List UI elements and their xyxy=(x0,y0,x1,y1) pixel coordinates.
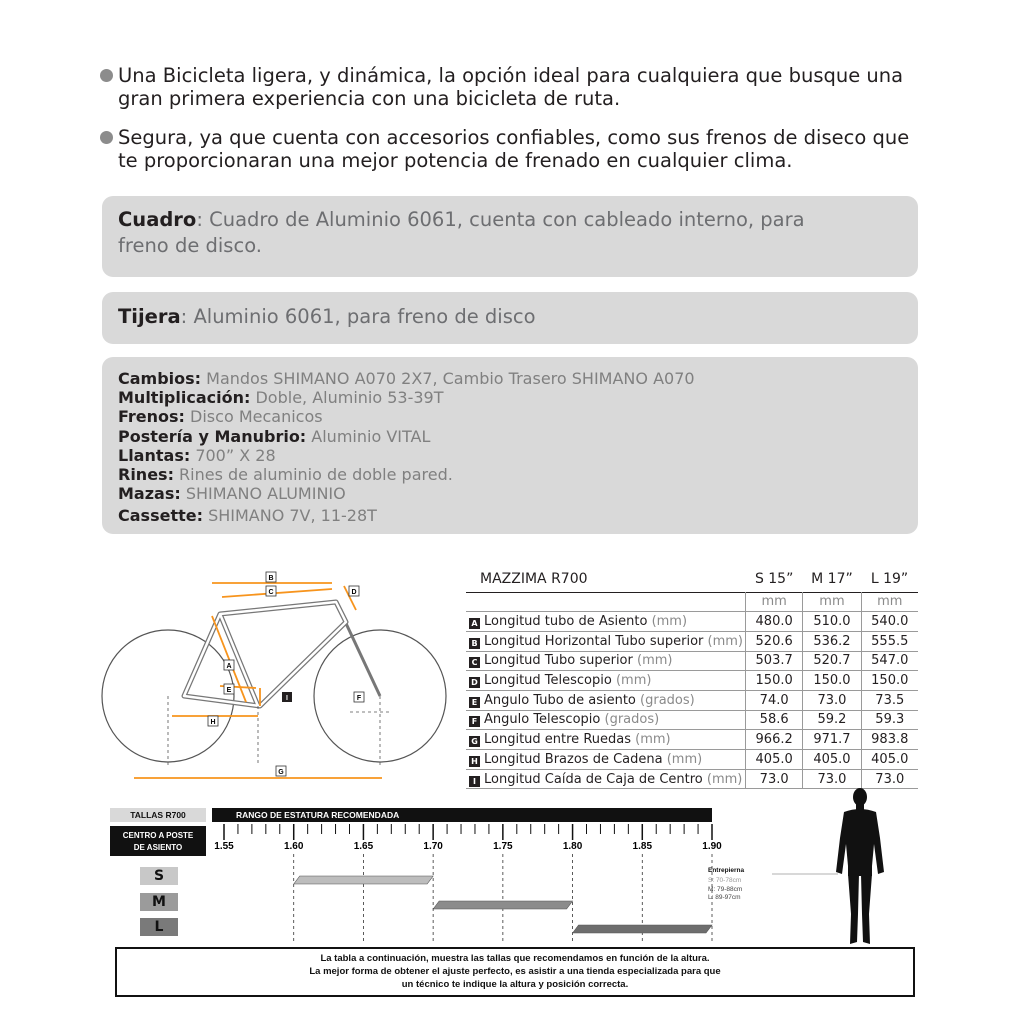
geometry-row xyxy=(466,612,918,632)
row-letter: G xyxy=(469,736,480,747)
cuadro-label: Cuadro xyxy=(118,208,197,231)
row-unit: (grados) xyxy=(640,692,695,708)
row-label-text: Angulo Telescopio xyxy=(484,712,601,728)
diagram-letter: G xyxy=(278,769,284,776)
geometry-value-cell: 73.0 xyxy=(745,769,802,789)
geometry-value-cell: 503.7 xyxy=(745,651,802,671)
row-label-text: Longitud entre Ruedas xyxy=(484,732,631,748)
note-line-2: La mejor forma de obtener el ajuste perfecto, es asistir a una tienda especializada para que xyxy=(309,966,721,977)
centro-label-2: DE ASIENTO xyxy=(133,843,183,852)
spec-posteria: Postería y Manubrio: Aluminio VITAL xyxy=(118,426,431,446)
row-unit: (mm) xyxy=(637,653,673,669)
specs-box xyxy=(102,357,918,534)
diagram-letter: A xyxy=(226,663,232,670)
bullet-text: Segura, ya que cuenta con accesorios confiables, como sus frenos de diseco que te proporcionaran una mejor potencia de frenado en cualquier clima. xyxy=(118,126,910,172)
ruler-tick-label: 1.80 xyxy=(562,841,583,852)
row-letter: D xyxy=(469,677,480,688)
geometry-value-cell: 73.5 xyxy=(861,690,918,710)
ruler-tick-label: 1.85 xyxy=(632,841,653,852)
ruler-tick-label: 1.60 xyxy=(283,841,304,852)
geometry-row-label xyxy=(466,671,745,691)
spec-rines: Rines: Rines de aluminio de doble pared. xyxy=(118,465,453,485)
geometry-value-cell: 150.0 xyxy=(803,671,861,691)
diagram-letter: B xyxy=(268,575,274,582)
row-unit: (mm) xyxy=(615,673,652,689)
size-range-bar-s xyxy=(294,876,433,884)
geometry-row-label xyxy=(466,750,745,770)
unit-cell: mm xyxy=(861,592,918,612)
diagram-letter: D xyxy=(351,589,357,596)
unit-cell: mm xyxy=(745,592,802,612)
geometry-row-label xyxy=(466,612,745,632)
row-label-text: Longitud tubo de Asiento xyxy=(484,614,648,630)
tijera-label: Tijera xyxy=(118,305,181,328)
ruler-tick-label: 1.65 xyxy=(353,841,374,852)
geometry-value-cell: 73.0 xyxy=(803,769,861,789)
size-chart xyxy=(110,804,920,1004)
geometry-row xyxy=(466,710,918,730)
row-unit: (mm) xyxy=(706,771,743,787)
ruler-tick-label: 1.75 xyxy=(493,841,513,852)
row-letter: A xyxy=(469,618,480,629)
geometry-value-cell: 74.0 xyxy=(745,690,802,710)
row-unit: (grados) xyxy=(604,712,660,728)
geometry-value-cell: 405.0 xyxy=(861,750,918,770)
row-unit: (mm) xyxy=(666,751,703,767)
geometry-value-cell: 536.2 xyxy=(803,631,861,651)
geometry-table xyxy=(466,566,918,789)
geometry-row xyxy=(466,690,918,710)
geometry-row-label xyxy=(466,651,745,671)
row-unit: (mm) xyxy=(651,614,688,630)
specs-list xyxy=(118,369,898,526)
geometry-value-cell: 58.6 xyxy=(745,710,802,730)
tijera-text: : Aluminio 6061, para freno de disco xyxy=(180,305,536,328)
geometry-value-cell: 59.2 xyxy=(803,710,861,730)
diagram-letter: C xyxy=(268,589,274,596)
geometry-value-cell: 555.5 xyxy=(861,631,918,651)
entrepierna-title: Entrepierna xyxy=(708,867,745,874)
row-unit: (mm) xyxy=(707,633,743,649)
spec-cambios: Cambios: Mandos SHIMANO A070 2X7, Cambio Trasero SHIMANO A070 xyxy=(118,369,695,388)
size-label-s: S xyxy=(140,867,178,885)
row-letter: F xyxy=(469,716,480,727)
geometry-row-label xyxy=(466,710,745,730)
size-header: M 17” xyxy=(811,570,853,587)
geometry-value-cell: 59.3 xyxy=(861,710,918,730)
row-label-text: Longitud Brazos de Cadena xyxy=(484,751,663,767)
geometry-row xyxy=(466,651,918,671)
row-letter: I xyxy=(469,776,480,787)
geometry-value-cell: 73.0 xyxy=(803,690,861,710)
geometry-row-label xyxy=(466,631,745,651)
spec-multiplicacion: Multiplicación: Doble, Aluminio 53-39T xyxy=(118,388,444,408)
geometry-row xyxy=(466,750,918,770)
row-unit: (mm) xyxy=(635,732,671,748)
geometry-value-cell: 520.7 xyxy=(803,651,861,671)
size-range-bar-m xyxy=(433,901,572,909)
geometry-value-cell: 520.6 xyxy=(745,631,802,651)
geometry-value-cell: 405.0 xyxy=(745,750,802,770)
entrepierna-s: S: 70-78cm xyxy=(708,877,742,884)
human-figure-icon xyxy=(820,786,900,950)
spec-cassette: Cassette: SHIMANO 7V, 11-28T xyxy=(118,506,377,526)
geometry-row xyxy=(466,730,918,750)
row-label-text: Longitud Caída de Caja de Centro xyxy=(484,771,703,787)
diagram-letter: F xyxy=(356,695,362,702)
geometry-value-cell: 540.0 xyxy=(861,612,918,632)
cuadro-box xyxy=(102,196,918,277)
row-label-text: Longitud Horizontal Tubo superior xyxy=(484,633,704,649)
entrepierna-m: M: 79-88cm xyxy=(708,886,743,893)
tallas-label: TALLAS R700 xyxy=(130,810,186,820)
geometry-row-label xyxy=(466,730,745,750)
geometry-value-cell: 480.0 xyxy=(745,612,802,632)
spec-frenos: Frenos: Disco Mecanicos xyxy=(118,407,323,427)
spec-llantas: Llantas: 700” X 28 xyxy=(118,445,276,465)
row-letter: B xyxy=(469,638,480,649)
size-label-l: L xyxy=(140,918,178,936)
unit-cell: mm xyxy=(803,592,861,612)
diagram-letter: E xyxy=(226,687,232,694)
geometry-value-cell: 510.0 xyxy=(803,612,861,632)
row-letter: C xyxy=(469,657,480,668)
geometry-value-cell: 405.0 xyxy=(803,750,861,770)
ruler-tick-label: 1.55 xyxy=(214,841,234,852)
size-header: S 15” xyxy=(754,570,794,587)
geometry-value-cell: 971.7 xyxy=(803,730,861,750)
cuadro-text: : Cuadro de Aluminio 6061, cuenta con cableado interno, para freno de disco. xyxy=(118,208,805,257)
spec-mazas: Mazas: SHIMANO ALUMINIO xyxy=(118,484,346,504)
row-label-text: Angulo Tubo de asiento xyxy=(484,692,636,708)
bullet-text: Una Bicicleta ligera, y dinámica, la opción ideal para cualquiera que busque una gran primera experiencia con una bicicleta de ruta. xyxy=(118,64,904,110)
geometry-row-label xyxy=(466,769,745,789)
bullet-dot-icon xyxy=(100,131,113,144)
model-name: MAZZIMA R700 xyxy=(480,570,588,587)
note-line-1: La tabla a continuación, muestra las tallas que recomendamos en función de la altura. xyxy=(320,953,710,964)
entrepierna-l: L: 89-97cm xyxy=(708,894,741,901)
bullet-dot-icon xyxy=(100,69,113,82)
geometry-value-cell: 966.2 xyxy=(745,730,802,750)
geometry-row xyxy=(466,671,918,691)
size-range-bar-l xyxy=(573,925,712,933)
ruler-tick-label: 1.90 xyxy=(702,841,722,852)
bike-geometry-diagram xyxy=(100,566,460,788)
row-letter: H xyxy=(469,756,480,767)
centro-label-1: CENTRO A POSTE xyxy=(122,831,194,840)
row-label-text: Longitud Tubo superior xyxy=(484,653,633,669)
geometry-value-cell: 73.0 xyxy=(861,769,918,789)
size-header: L 19” xyxy=(870,570,909,587)
size-label-m: M xyxy=(140,893,178,911)
rango-label: RANGO DE ESTATURA RECOMENDADA xyxy=(236,810,400,820)
row-letter: E xyxy=(469,697,480,708)
geometry-value-cell: 983.8 xyxy=(861,730,918,750)
tijera-box xyxy=(102,292,918,344)
geometry-value-cell: 150.0 xyxy=(861,671,918,691)
row-label-text: Longitud Telescopio xyxy=(484,673,612,689)
geometry-row-label xyxy=(466,690,745,710)
geometry-value-cell: 547.0 xyxy=(861,651,918,671)
geometry-row xyxy=(466,631,918,651)
note-line-3: un técnico te indique la altura y posición correcta. xyxy=(401,979,629,990)
geometry-value-cell: 150.0 xyxy=(745,671,802,691)
diagram-letter: H xyxy=(210,719,216,726)
diagram-letter: I xyxy=(286,695,288,702)
ruler-tick-label: 1.70 xyxy=(423,841,443,852)
